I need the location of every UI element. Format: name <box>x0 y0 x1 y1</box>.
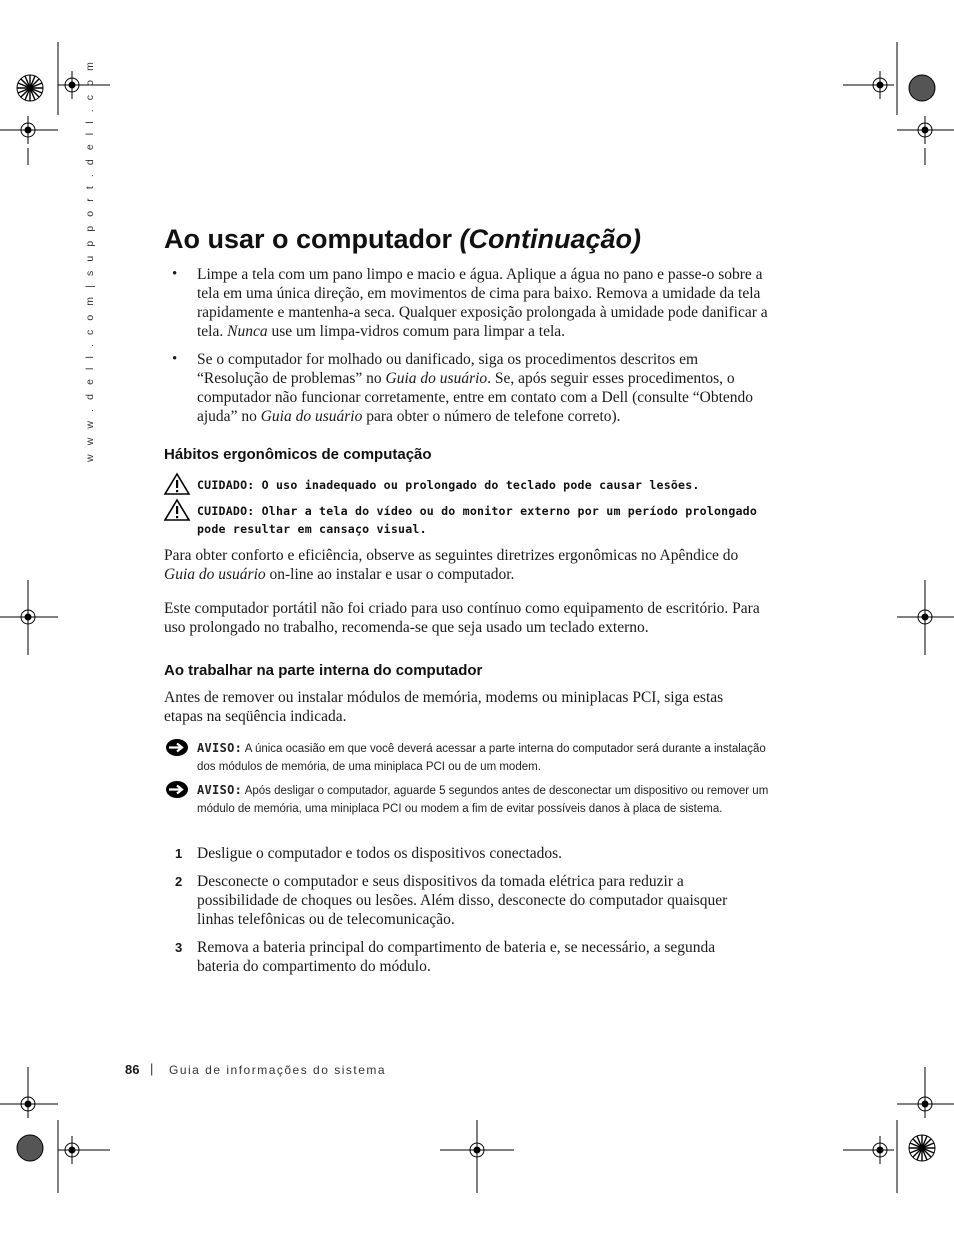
step-text: Desligue o computador e todos os dispositivos conectados. <box>197 845 563 862</box>
sidebar-url: w w w . d e l l . c o m | s u p p o r t . d e l l . c o m <box>84 59 96 462</box>
caution-keyboard: CUIDADO: O uso inadequado ou prolongado do teclado pode causar lesões. <box>197 478 700 492</box>
step-number: 1 <box>175 846 183 861</box>
notice-inside-access: AVISO: A única ocasião em que você deverá acessar a parte interna do computador será durante a instalação dos módulos de memória, de uma miniplaca PCI ou de um modem. <box>197 741 766 773</box>
section-heading-ergonomics: Hábitos ergonômicos de computação <box>164 446 432 463</box>
warning-triangle-icon <box>164 499 190 521</box>
warning-triangle-icon <box>164 473 190 495</box>
step-text: Remova a bateria principal do compartimento de bateria e, se necessário, a segunda bateria do compartimento do módulo. <box>197 939 716 975</box>
bullet-icon: • <box>172 351 178 367</box>
step-number: 2 <box>175 874 183 889</box>
footer-separator: | <box>150 1061 154 1076</box>
ergonomics-paragraph: Para obter conforto e eficiência, observe as seguintes diretrizes ergonômicas no Apêndice do Guia do usuário on-line ao instalar e usar o computador. <box>164 547 739 583</box>
notice-hand-icon <box>165 780 189 799</box>
bullet-icon: • <box>172 266 178 282</box>
bullet-wet-computer: Se o computador for molhado ou danificado, siga os procedimentos descritos em “Resolução de problemas” no Guia do usuário. Se, após seguir esses procedimentos, o computador não funcionar corretamente, entre em contato com a Dell (consulte “Obtendo ajuda” no Guia do usuário para obter o número de telefone correto). <box>197 351 754 425</box>
notice-wait-5-seconds: AVISO: Após desligar o computador, aguarde 5 segundos antes de desconectar um dispositivo ou remover um módulo de memória, uma miniplaca PCI ou modem a fim de evitar possíveis danos à placa de sistema. <box>197 783 769 815</box>
caution-eyestrain: CUIDADO: Olhar a tela do vídeo ou do monitor externo por um período prolongado pode resultar em cansaço visual. <box>197 504 758 536</box>
portable-use-paragraph: Este computador portátil não foi criado para uso contínuo como equipamento de escritório. Para uso prolongado no trabalho, recomenda-se que seja usado um teclado externo. <box>164 600 760 636</box>
footer-title: Guia de informações do sistema <box>169 1063 387 1077</box>
page-number: 86 <box>125 1062 140 1077</box>
step-number: 3 <box>175 940 183 955</box>
page-title-continuation: (Continuação) <box>459 224 642 254</box>
step-text: Desconecte o computador e seus dispositivos da tomada elétrica para reduzir a possibilidade de choques ou lesões. Além disso, desconecte do computador quaisquer linhas telefônicas ou de telecomunicação. <box>197 873 728 928</box>
page-title: Ao usar o computador (Continuação) <box>164 224 642 254</box>
notice-hand-icon <box>165 738 189 757</box>
section-heading-inside-computer: Ao trabalhar na parte interna do computador <box>164 662 483 679</box>
inside-intro-paragraph: Antes de remover ou instalar módulos de memória, modems ou miniplacas PCI, siga estas etapas na seqüência indicada. <box>164 689 724 725</box>
bullet-clean-screen: Limpe a tela com um pano limpo e macio e água. Aplique a água no pano e passe-o sobre a tela em uma única direção, em movimentos de cima para baixo. Remova a umidade da tela rapidamente e mantenha-a seca. Qualquer exposição prolongada à umidade pode danificar a tela. Nunca use um limpa-vidros comum para limpar a tela. <box>197 266 768 340</box>
